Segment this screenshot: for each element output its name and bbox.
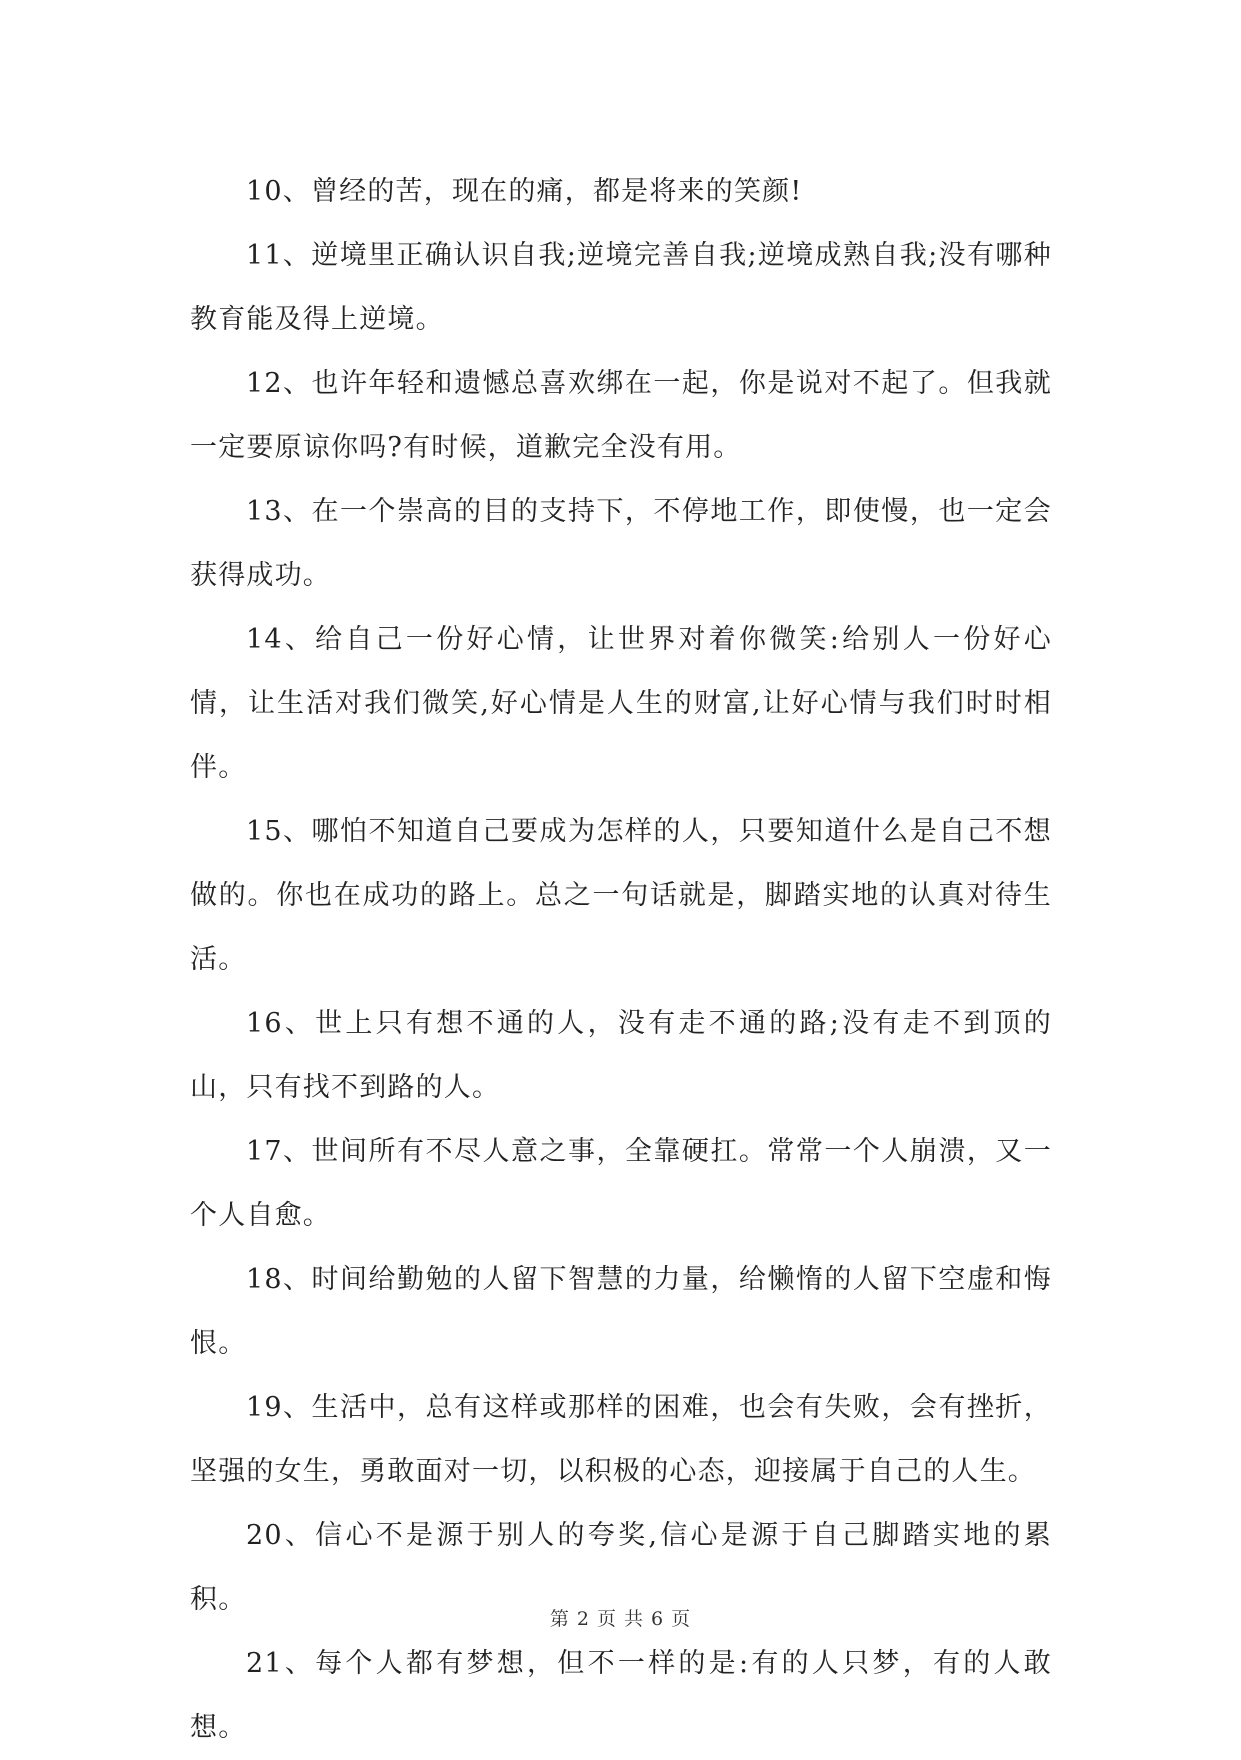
paragraph-15: 15、哪怕不知道自己要成为怎样的人，只要知道什么是自己不想做的。你也在成功的路上。总之一句话就是，脚踏实地的认真对待生活。 (190, 816, 1052, 975)
paragraph-19: 19、生活中，总有这样或那样的困难，也会有失败，会有挫折，坚强的女生，勇敢面对一切，以积极的心态，迎接属于自己的人生。 (190, 1392, 1052, 1487)
paragraph-13: 13、在一个崇高的目的支持下，不停地工作，即使慢，也一定会获得成功。 (190, 496, 1052, 591)
paragraph-16: 16、世上只有想不通的人，没有走不通的路;没有走不到顶的山，只有找不到路的人。 (190, 1008, 1052, 1103)
paragraph-18: 18、时间给勤勉的人留下智慧的力量，给懒惰的人留下空虚和悔恨。 (190, 1264, 1052, 1359)
paragraph-11: 11、逆境里正确认识自我;逆境完善自我;逆境成熟自我;没有哪种教育能及得上逆境。 (190, 240, 1052, 335)
paragraph-17: 17、世间所有不尽人意之事，全靠硬扛。常常一个人崩溃，又一个人自愈。 (190, 1136, 1052, 1231)
paragraph-12: 12、也许年轻和遗憾总喜欢绑在一起，你是说对不起了。但我就一定要原谅你吗?有时候，道歉完全没有用。 (190, 368, 1052, 463)
page-number-footer: 第 2 页 共 6 页 (549, 1608, 692, 1630)
paragraph-21: 21、每个人都有梦想，但不一样的是:有的人只梦，有的人敢想。 (190, 1648, 1052, 1743)
paragraph-14: 14、给自己一份好心情，让世界对着你微笑:给别人一份好心情，让生活对我们微笑,好心情是人生的财富,让好心情与我们时时相伴。 (190, 624, 1052, 783)
paragraph-10: 10、曾经的苦，现在的痛，都是将来的笑颜! (246, 176, 803, 207)
paragraph-20: 20、信心不是源于别人的夸奖,信心是源于自己脚踏实地的累积。 (190, 1520, 1052, 1615)
document-body (190, 160, 1052, 1760)
